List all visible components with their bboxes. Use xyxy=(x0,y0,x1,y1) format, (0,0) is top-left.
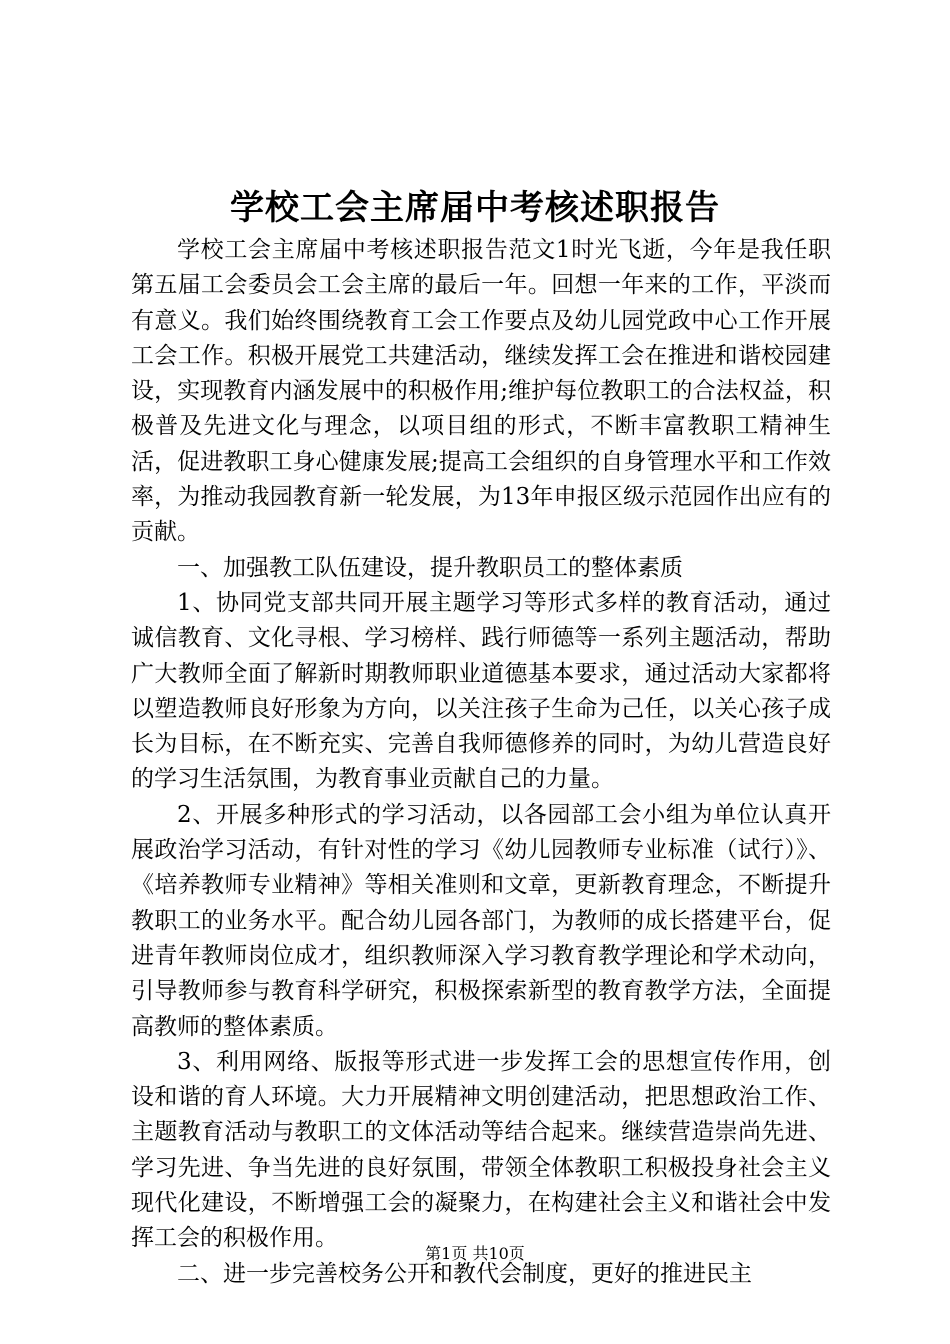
document-body xyxy=(131,233,831,1292)
paragraph-intro: 学校工会主席届中考核述职报告范文1时光飞逝，今年是我任职第五届工会委员会工会主席的最后一年。回想一年来的工作，平淡而有意义。我们始终围绕教育工会工作要点及幼儿园党政中心工作开展工会工作。积极开展党工共建活动，继续发挥工会在推进和谐校园建设，实现教育内涵发展中的积极作用;维护每位教职工的合法权益，积极普及先进文化与理念，以项目组的形式，不断丰富教职工精神生活，促进教职工身心健康发展;提高工会组织的自身管理水平和工作效率，为推动我园教育新一轮发展，为13年申报区级示范园作出应有的贡献。 xyxy=(131,237,831,546)
paragraph-item-2: 2、开展多种形式的学习活动，以各园部工会小组为单位认真开展政治学习活动，有针对性的学习《幼儿园教师专业标准（试行）》、《培养教师专业精神》等相关准则和文章，更新教育理念，不断提升教职工的业务水平。配合幼儿园各部门，为教师的成长搭建平台，促进青年教师岗位成才，组织教师深入学习教育教学理论和学术动向，引导教师参与教育科学研究，积极探索新型的教育教学方法，全面提高教师的整体素质。 xyxy=(131,801,831,1040)
section-heading-1: 一、加强教工队伍建设，提升教职员工的整体素质 xyxy=(177,554,683,581)
section-heading-2: 二、进一步完善校务公开和教代会制度，更好的推进民主 xyxy=(177,1260,752,1287)
paragraph-item-1: 1、协同党支部共同开展主题学习等形式多样的教育活动，通过诚信教育、文化寻根、学习榜样、践行师德等一系列主题活动，帮助广大教师全面了解新时期教师职业道德基本要求，通过活动大家都将以塑造教师良好形象为方向，以关注孩子生命为己任，以关心孩子成长为目标，在不断充实、完善自我师德修养的同时，为幼儿营造良好的学习生活氛围，为教育事业贡献自己的力量。 xyxy=(131,589,831,793)
document-title: 学校工会主席届中考核述职报告 xyxy=(230,188,720,228)
page-number: 第1页 共10页 xyxy=(425,1244,525,1263)
paragraph-item-3: 3、利用网络、版报等形式进一步发挥工会的思想宣传作用，创设和谐的育人环境。大力开展精神文明创建活动，把思想政治工作、主题教育活动与教职工的文体活动等结合起来。继续营造崇尚先进、学习先进、争当先进的良好氛围，带领全体教职工积极投身社会主义现代化建设，不断增强工会的凝聚力，在构建社会主义和谐社会中发挥工会的积极作用。 xyxy=(131,1048,831,1252)
